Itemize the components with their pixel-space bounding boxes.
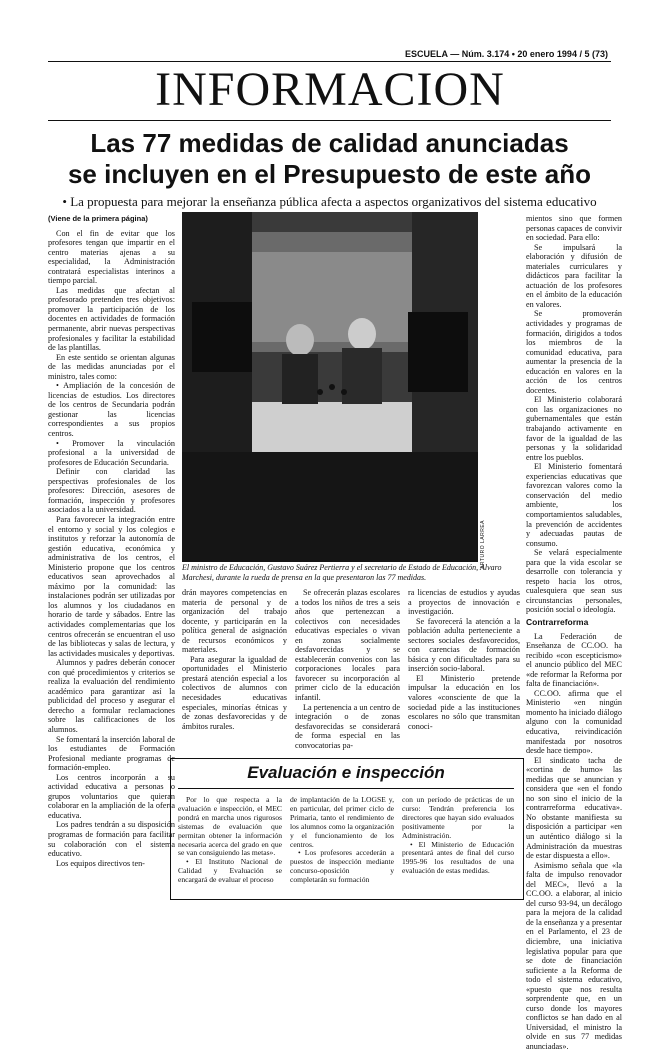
headline-line-2: se incluyen en el Presupuesto de este año xyxy=(67,159,592,189)
article-subhead: • La propuesta para mejorar la enseñanza pública afecta a aspectos organizativos del sistema educativo xyxy=(62,194,597,209)
paragraph: mientos sino que formen personas capaces de convivir en sociedad. Para ello: xyxy=(526,214,622,243)
paragraph: El Ministerio pretende impulsar la educación en los valores «consciente de que la sociedad pide a las instituciones escolares no sólo que transmitan conoci- xyxy=(408,673,520,731)
paragraph: CC.OO. afirma que el Ministerio «en ningún momento ha iniciado diálogo alguno con la comunidad educativa, reivindicación manifestada por nosotros desde hace tiempo». xyxy=(526,688,622,756)
column-mid-3 xyxy=(408,588,520,748)
paragraph: Los centros incorporán a su actividad educativa a personas o grupos voluntarios que quieran colaborar en la ampliación de la oferta educativa. xyxy=(48,772,175,820)
box-column-3 xyxy=(402,796,514,894)
box-column-2 xyxy=(290,796,394,894)
box-column-1 xyxy=(178,796,282,894)
issue-date: 20 enero 1994 xyxy=(517,49,577,59)
article-headline xyxy=(48,128,611,190)
paragraph: Se promoverán actividades y programas de formación, dirigidos a todos los miembros de la comunidad educativa, para aumentar la presencia de la educación en valores en la acción de los centros docentes. xyxy=(526,309,622,395)
title-rule xyxy=(48,120,611,121)
column-right xyxy=(526,214,622,1052)
box-title: Evaluación e inspección xyxy=(247,763,445,782)
paragraph: • Los profesores accederán a puestos de inspección mediante concurso-oposición y completarán su formación xyxy=(290,848,394,885)
paragraph: ra licencias de estudios y ayudas a proyectos de innovación e investigación. xyxy=(408,588,520,617)
paragraph: La Federación de Enseñanza de CC.OO. ha recibido «con escepticismo» el anuncio público del MEC «de reformar la Reforma por falta de financiación». xyxy=(526,631,622,689)
paragraph: El Ministerio fomentará experiencias educativas que favorezcan valores como la conservación del medio ambiente, los comportamientos saludables, la prevención de accidentes y adecuadas pautas de consumo. xyxy=(526,462,622,548)
box-title-rule xyxy=(178,788,514,789)
publication-name: ESCUELA xyxy=(405,49,448,59)
page-header: ESCUELA — Núm. 3.174 • 20 enero 1994 / 5 (73) xyxy=(405,49,608,59)
paragraph: • El Instituto Nacional de Calidad y Evaluación se encargará de evaluar el proceso xyxy=(178,857,282,885)
paragraph: Por lo que respecta a la evaluación e inspección, el MEC pondrá en marcha unos rigurosos sistemas de evaluación que permitan obtener la información necesaria acerca del grado en que se van consiguiendo las metas». xyxy=(178,795,282,858)
press-conference-photo xyxy=(182,212,478,562)
paragraph: Para asegurar la igualdad de oportunidades el Ministerio prestará atención especial a los colectivos de alumnos con necesidades educativas especiales, minorías étnicas y de zonas desfavorecidas y de ámbitos rurales. xyxy=(182,654,287,731)
paragraph: • El Ministerio de Educación presentará antes de final del curso 1995-96 los resultados de una evaluación de estas medidas. xyxy=(402,839,514,876)
column-mid-1 xyxy=(182,588,287,748)
section-title: INFORMACION xyxy=(155,63,505,116)
paragraph: Asimismo señala que «la falta de impulso renovador del MEC», llevó a la CC.OO. a elaborar, al inicio del curso 93-94, un decálogo para la mejora de la calidad de la enseñanza y a presentar en el Parlamento, el 23 de diciembre, una iniciativa legislativa popular para que se dote de financiación suficiente a la Reforma de todo el sistema educativo, «puesto que nos resulta sorprendente que, en un curso donde los mayores conflictos se han dado en al Universidad, el ministro la olvide en sus 77 medidas anunciadas». xyxy=(526,860,622,1052)
paragraph: Se favorecerá la atención a la población adulta perteneciente a sectores sociales desfavorecidos, con carencias de formación básica y con dificultades para su inserción socio-laboral. xyxy=(408,616,520,674)
photo-credit: ARTURO LARREA xyxy=(480,520,486,569)
paragraph: Los equipos directivos ten- xyxy=(56,858,145,868)
paragraph: En este sentido se orientan algunas de las medidas anunciadas por el ministro, tales como: xyxy=(48,352,175,381)
paragraph: Los padres tendrán a su disposición programas de formación para facilitar su colaboración con el sistema educativo. xyxy=(48,820,175,859)
paragraph: Definir con claridad las perspectivas profesionales de los profesores: Dirección, asesores de formación, inspección y profesores asociados a la universidad. xyxy=(48,467,175,515)
paragraph: Se ofrecerán plazas escolares a todos los niños de tres a seis años que pertenezcan a colectivos con necesidades educativas especiales o vivan en zonas socialmente desfavorecidas y se establecerán convenios con las corporaciones locales para favorecer su incorporación al primer ciclo de la educación infantil. xyxy=(295,588,400,703)
column-left xyxy=(48,214,175,904)
paragraph: • Promover la vinculación profesional a la universidad de profesores de Educación Secundaria. xyxy=(48,438,175,467)
paragraph: Se velará especialmente para que la vida escolar se desarrolle con tolerancia y respeto hacia los otros, cualesquiera que sean sus circunstancias personales, posición social o ideología. xyxy=(526,548,622,615)
paragraph: drán mayores competencias en materia de personal y de organización del trabajo docente, y participarán en la política general de asignación de recursos económicos y materiales. xyxy=(182,588,287,655)
paragraph: Para favorecer la integración entre el entorno y social y los colegios e institutos y reforzar la autonomía de gestión educativa, económica y administrativa de los centros, el Ministerio propone que los centros educativos sean aprovechados al máximo por la comunidad: las instalaciones podrán ser utilizadas por los alumnos y los ciudadanos en horario de tarde y sábados. Entre las actividades complementarias que los centros ofrecerán se encuentran el uso de las bibliotecas y salas de lectura, y las actividades musicales y deportivas. xyxy=(48,514,175,658)
paragraph: con un período de prácticas de un curso: Tendrán preferencia los directores que hayan sido evaluados positivamente por la Administración. xyxy=(402,795,514,840)
paragraph: de implantación de la LOGSE y, en particular, del primer ciclo de Primaria, tanto el rendimiento de los alumnos como la organización y el funcionamiento de los centros. xyxy=(290,795,394,849)
paragraph: El Ministerio colaborará con las organizaciones no gubernamentales que están trabajando activamente en favor de la igualdad de las personas y la solidaridad entre los pueblos. xyxy=(526,395,622,462)
paragraph: Se fomentará la inserción laboral de los estudiantes de Formación Profesional mediante programas de formación-empleo. xyxy=(48,734,175,773)
column-mid-2 xyxy=(295,588,400,748)
continued-note: (Viene de la primera página) xyxy=(48,214,148,223)
paragraph: • Ampliación de la concesión de licencias de estudios. Los directores de los centros de Secundaria podrán gestionar las licencias correspondientes a sus propios centros. xyxy=(48,381,175,439)
photo-caption: El ministro de Educación, Gustavo Suárez Pertierra y el secretario de Estado de Educación, Alvaro Marchesi, durante la rueda de prensa en la que presentaron las 77 medidas. xyxy=(182,563,502,582)
photo-illustration xyxy=(182,212,478,562)
paragraph: Con el fin de evitar que los profesores tengan que impartir en el centro materias ajenas a su especialidad, la Administración contratará especialistas interinos a tiempo parcial. xyxy=(48,228,175,286)
section-subhead: Contrarreforma xyxy=(526,616,589,627)
paragraph: Alumnos y padres deberán conocer con qué procedimientos y criterios se realiza la evaluación del rendimiento académico para garantizar así la publicidad del proceso y asegurar el derecho a formular reclamaciones sobre las calificaciones de los alumnos. xyxy=(48,658,175,734)
header-rule xyxy=(48,61,611,62)
headline-line-1: Las 77 medidas de calidad anunciadas xyxy=(90,128,569,158)
paragraph: El sindicato tacha de «cortina de humo» las medidas que se anuncian y considera que «en el fondo no son sino el inicio de la contrarreforma educativa». No obstante manifiesta su disposición a participar «en un auténtico diálogo si la Administración da muestras de estar dispuesta a ello». xyxy=(526,755,622,861)
paragraph: Se impulsará la elaboración y difusión de materiales curriculares y didácticos para facilitar la actuación de los profesores en el ámbito de la educación en valores. xyxy=(526,242,622,309)
issue-number: Núm. 3.174 xyxy=(461,49,510,59)
page-number: 5 (73) xyxy=(584,49,608,59)
paragraph: Las medidas que afectan al profesorado pretenden tres objetivos: promover la participación de los docentes en actividades de formación permanente, abrir nuevas perspectivas profesionales y facilitar la estabilidad de las plantillas. xyxy=(48,285,175,353)
paragraph: La pertenencia a un centro de integración o de zonas desfavorecidas se considerará de forma especial en las convocatorias pa- xyxy=(295,702,400,750)
